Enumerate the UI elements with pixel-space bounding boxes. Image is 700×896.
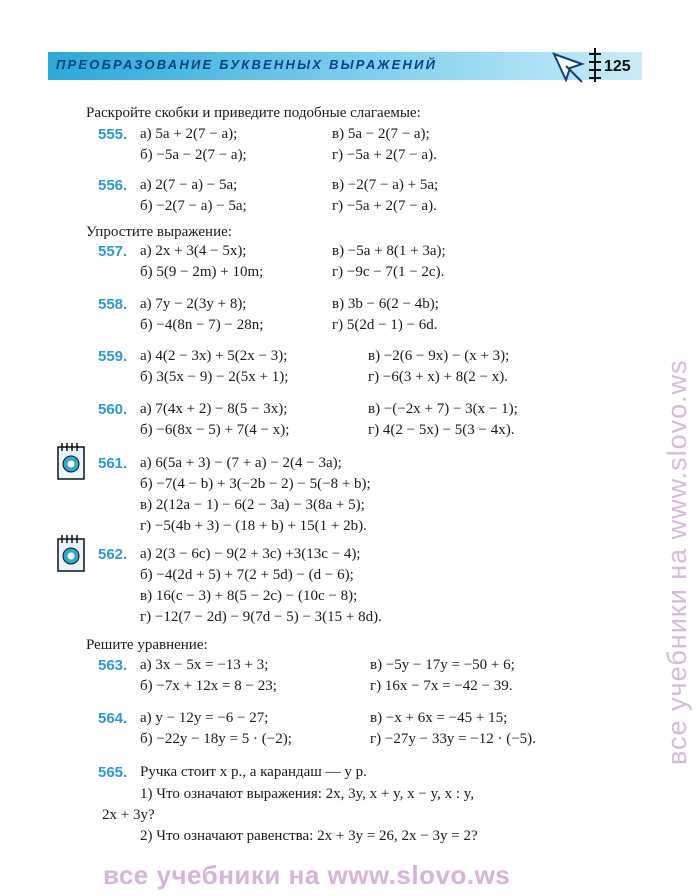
exercise-557-b: б) 5(9 − 2m) + 10m; xyxy=(140,264,264,280)
exercise-560-g: г) 4(2 − 5x) − 5(3 − 4x). xyxy=(368,422,515,438)
exercise-561-b: б) −7(4 − b) + 3(−2b − 2) − 5(−8 + b); xyxy=(140,476,371,492)
exercise-558-a: а) 7y − 2(3y + 8); xyxy=(140,296,247,312)
exercise-560-b: б) −6(8x − 5) + 7(4 − x); xyxy=(140,422,290,438)
exercise-number-562: 562. xyxy=(98,546,128,563)
exercise-559-g: г) −6(3 + x) + 8(2 − x). xyxy=(368,369,508,385)
exercise-number-555: 555. xyxy=(98,126,128,143)
exercise-556-v: в) −2(7 − a) + 5a; xyxy=(332,177,439,193)
exercise-564-b: б) −22y − 18y = 5 · (−2); xyxy=(140,731,292,747)
exercise-number-559: 559. xyxy=(98,348,128,365)
exercise-565-line4: 2) Что означают равенства: 2x + 3y = 26, 2x − 3y = 2? xyxy=(140,828,478,844)
exercise-number-565: 565. xyxy=(98,764,128,781)
exercise-562-b: б) −4(2d + 5) + 7(2 + 5d) − (d − 6); xyxy=(140,567,354,583)
exercise-number-561: 561. xyxy=(98,455,128,472)
exercise-563-a: а) 3x − 5x = −13 + 3; xyxy=(140,657,269,673)
exercise-564-v: в) −x + 6x = −45 + 15; xyxy=(370,710,508,726)
exercise-565-line1: Ручка стоит x р., а карандаш — y р. xyxy=(140,764,367,780)
section-instruction-simplify: Упростите выражение: xyxy=(86,224,232,240)
exercise-558-v: в) 3b − 6(2 − 4b); xyxy=(332,296,439,312)
section-instruction-expand: Раскройте скобки и приведите подобные слагаемые: xyxy=(86,105,421,121)
page-header-title: ПРЕОБРАЗОВАНИЕ БУКВЕННЫХ ВЫРАЖЕНИЙ xyxy=(56,57,438,72)
exercise-563-v: в) −5y − 17y = −50 + 6; xyxy=(370,657,515,673)
exercise-558-g: г) 5(2d − 1) − 6d. xyxy=(332,317,438,333)
notebook-spiral-icon xyxy=(588,48,602,82)
exercise-number-563: 563. xyxy=(98,657,128,674)
notebook-task-icon xyxy=(56,443,86,481)
exercise-557-v: в) −5a + 8(1 + 3a); xyxy=(332,243,446,259)
exercise-559-v: в) −2(6 − 9x) − (x + 3); xyxy=(368,348,510,364)
exercise-562-v: в) 16(c − 3) + 8(5 − 2c) − (10c − 8); xyxy=(140,588,358,604)
exercise-558-b: б) −4(8n − 7) − 28n; xyxy=(140,317,264,333)
exercise-561-a: а) 6(5a + 3) − (7 + a) − 2(4 − 3a); xyxy=(140,455,342,471)
exercise-560-a: а) 7(4x + 2) − 8(5 − 3x); xyxy=(140,401,288,417)
page-number: 125 xyxy=(604,58,631,75)
exercise-557-a: а) 2x + 3(4 − 5x); xyxy=(140,243,247,259)
section-instruction-solve: Решите уравнение: xyxy=(86,637,208,653)
exercise-number-564: 564. xyxy=(98,710,128,727)
exercise-556-g: г) −5a + 2(7 − a). xyxy=(332,198,437,214)
exercise-562-a: а) 2(3 − 6c) − 9(2 + 3c) +3(13c − 4); xyxy=(140,546,361,562)
exercise-562-g: г) −12(7 − 2d) − 9(7d − 5) − 3(15 + 8d). xyxy=(140,609,382,625)
exercise-556-b: б) −2(7 − a) − 5a; xyxy=(140,198,247,214)
exercise-559-a: а) 4(2 − 3x) + 5(2x − 3); xyxy=(140,348,288,364)
exercise-number-560: 560. xyxy=(98,401,128,418)
exercise-564-g: г) −27y − 33y = −12 · (−5). xyxy=(370,731,536,747)
exercise-563-b: б) −7x + 12x = 8 − 23; xyxy=(140,678,277,694)
exercise-565-line3: 2x + 3y? xyxy=(102,807,155,823)
exercise-557-g: г) −9c − 7(1 − 2c). xyxy=(332,264,445,280)
exercise-559-b: б) 3(5x − 9) − 2(5x + 1); xyxy=(140,369,289,385)
watermark-bottom: все учебники на www.slovo.ws xyxy=(103,860,511,890)
exercise-555-b: б) −5a − 2(7 − a); xyxy=(140,147,247,163)
exercise-563-g: г) 16x − 7x = −42 − 39. xyxy=(370,678,513,694)
exercise-555-a: а) 5a + 2(7 − a); xyxy=(140,126,238,142)
exercise-556-a: а) 2(7 − a) − 5a; xyxy=(140,177,238,193)
exercise-555-v: в) 5a − 2(7 − a); xyxy=(332,126,430,142)
arrow-pointer-icon xyxy=(552,50,586,84)
exercise-564-a: а) y − 12y = −6 − 27; xyxy=(140,710,269,726)
exercise-555-g: г) −5a + 2(7 − a). xyxy=(332,147,437,163)
exercise-number-558: 558. xyxy=(98,296,128,313)
exercise-561-v: в) 2(12a − 1) − 6(2 − 3a) − 3(8a + 5); xyxy=(140,497,365,513)
exercise-565-line2: 1) Что означают выражения: 2x, 3y, x + y, x − y, x : y, xyxy=(140,786,475,802)
exercise-561-g: г) −5(4b + 3) − (18 + b) + 15(1 + 2b). xyxy=(140,518,367,534)
exercise-560-v: в) −(−2x + 7) − 3(x − 1); xyxy=(368,401,518,417)
exercise-number-556: 556. xyxy=(98,177,128,194)
notebook-task-icon xyxy=(56,535,86,573)
watermark-side: все учебники на www.slovo.ws xyxy=(662,359,692,765)
exercise-number-557: 557. xyxy=(98,243,128,260)
